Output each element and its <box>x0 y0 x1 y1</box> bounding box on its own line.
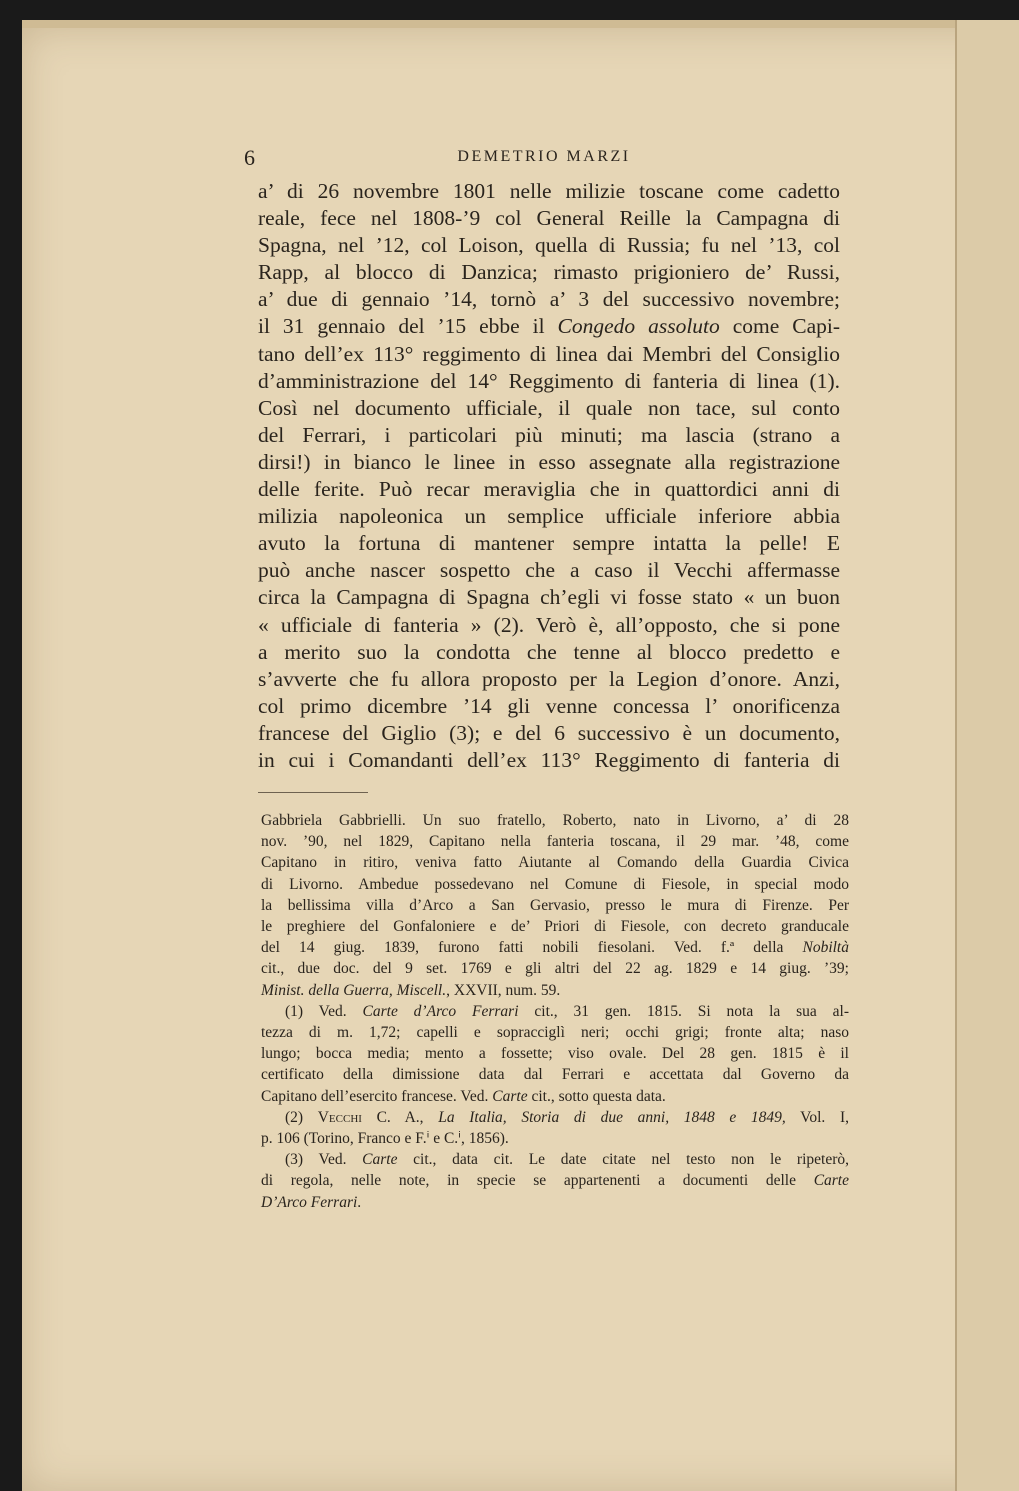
footnote-line: cit., due doc. del 9 set. 1769 e gli altri del 22 ag. 1829 e 14 giug. ’39; <box>261 960 849 978</box>
footnote-2 <box>261 1107 849 1128</box>
footnote-text-run: Capitano dell’esercito francese. Ved. <box>261 1087 493 1105</box>
body-line: a’ due di gennaio ’14, tornò a’ 3 del successivo novembre; <box>258 287 840 312</box>
footnote-text-run: cit., sotto questa data. <box>527 1087 666 1105</box>
footnote-3 <box>261 1149 849 1170</box>
author-name: Vecchi C. A., <box>317 1108 424 1126</box>
footnote-text-run: cit., 31 gen. 1815. Si nota la sua al- <box>518 1002 849 1020</box>
footnote-line <box>261 1192 849 1213</box>
footnote-line: di Livorno. Ambedue possedevano nel Comune di Fiesole, in special modo <box>261 875 849 893</box>
body-text-run: il 31 gennaio del ’15 ebbe il <box>258 314 558 339</box>
footnote-line: p. 106 (Torino, Franco e F.ⁱ e C.ⁱ, 1856). <box>261 1130 509 1148</box>
body-line: d’amministrazione del 14° Reggimento di fanteria di linea (1). <box>258 368 840 393</box>
footnote-text-run: di regola, nelle note, in specie se appartenenti a documenti delle <box>261 1172 814 1190</box>
body-text <box>258 178 840 774</box>
body-line: a’ di 26 novembre 1801 nelle milizie toscane come cadetto <box>258 179 840 203</box>
footnote-text-run: cit., data cit. Le date citate nel testo non le ripeterò, <box>397 1151 849 1169</box>
body-line: circa la Campagna di Spagna ch’egli vi fosse stato « un buon <box>258 585 840 610</box>
footnote-text-run: del 14 giug. 1839, furono fatti nobili fiesolani. Ved. f.ª della <box>261 939 803 957</box>
body-line: può anche nascer sospetto che a caso il Vecchi affermasse <box>258 558 840 583</box>
italic-title: Carte <box>492 1087 528 1105</box>
footnote-line <box>261 1170 849 1191</box>
footnote-line: Gabbriela Gabbrielli. Un suo fratello, Roberto, nato in Livorno, a’ di 28 <box>261 812 849 829</box>
footnote-line: la bellissima villa d’Arco a San Gervasio, presso le mura di Firenze. Per <box>261 896 849 914</box>
body-line: tano dell’ex 113° reggimento di linea dai Membri del Consiglio <box>258 341 840 366</box>
body-line: milizia napoleonica un semplice ufficiale inferiore abbia <box>258 504 840 529</box>
footnote-line: certificato della dimissione data dal Ferrari e accettata dal Governo da <box>261 1066 849 1084</box>
footnote-text-run: , XXVII, num. 59. <box>446 981 561 999</box>
next-page-edge <box>955 20 1019 1491</box>
italic-title: Congedo assoluto <box>557 314 720 339</box>
body-text-run: come Capi- <box>719 314 840 339</box>
footnote-line <box>261 980 849 1001</box>
body-line: reale, fece nel 1808-’9 col General Reille la Campagna di <box>258 206 840 231</box>
page-header <box>244 145 844 175</box>
italic-title: Nobiltà <box>802 939 849 957</box>
body-line: s’avverte che fu allora proposto per la Legion d’onore. Anzi, <box>258 666 840 691</box>
body-line: col primo dicembre ’14 gli venne concessa l’ onorificenza <box>258 693 840 718</box>
body-line: delle ferite. Può recar meraviglia che in quattordici anni di <box>258 477 840 502</box>
running-head: DEMETRIO MARZI <box>457 148 631 165</box>
footnote-line: le preghiere del Gonfaloniere e de’ Priori di Fiesole, con decreto granducale <box>261 918 849 936</box>
body-line: Spagna, nel ’12, col Loison, quella di Russia; fu nel ’13, col <box>258 233 840 258</box>
footnote-line <box>261 1086 849 1107</box>
footnote-line: Capitano in ritiro, veniva fatto Aiutante al Comando della Guardia Civica <box>261 854 849 872</box>
italic-title: Carte d’Arco Ferrari <box>362 1002 519 1020</box>
body-line: francese del Giglio (3); e del 6 successivo è un documento, <box>258 720 840 745</box>
body-line: dirsi!) in bianco le linee in esso assegnate alla registrazione <box>258 449 840 474</box>
body-line-with-italic <box>258 313 840 340</box>
italic-title: La Italia, Storia di due anni, 1848 e 1849, <box>438 1108 786 1126</box>
body-line: del Ferrari, i particolari più minuti; ma lascia (strano a <box>258 422 840 447</box>
footnotes <box>261 810 849 1213</box>
italic-title: D’Arco Ferrari <box>261 1193 358 1211</box>
italic-title: Carte <box>813 1172 849 1190</box>
footnote-line: tezza di m. 1,72; capelli e sopracciglì neri; occhi grigi; fronte alta; naso <box>261 1024 849 1042</box>
italic-title: Carte <box>362 1151 398 1169</box>
footnote-text-run: (3) Ved. <box>285 1151 363 1169</box>
footnote-text-run: (2) <box>285 1108 318 1126</box>
footnote-text-run: (1) Ved. <box>285 1002 363 1020</box>
footnote-line <box>261 937 849 958</box>
footnote-text-run: Vol. I, <box>785 1108 849 1126</box>
footnote-1 <box>261 1001 849 1022</box>
body-line: Così nel documento ufficiale, il quale non tace, sul conto <box>258 395 840 420</box>
italic-title: Minist. della Guerra, Miscell. <box>261 981 447 999</box>
footnote-separator <box>258 792 368 793</box>
body-line: avuto la fortuna di mantener sempre intatta la pelle! E <box>258 531 840 556</box>
page-number: 6 <box>244 145 255 170</box>
body-line: Rapp, al blocco di Danzica; rimasto prigioniero de’ Russi, <box>258 260 840 285</box>
body-line: « ufficiale di fanteria » (2). Verò è, all’opposto, che si pone <box>258 612 840 637</box>
body-line: a merito suo la condotta che tenne al blocco predetto e <box>258 639 840 664</box>
body-line: in cui i Comandanti dell’ex 113° Reggimento di fanteria di <box>258 747 840 772</box>
footnote-text-run: . <box>357 1193 362 1211</box>
footnote-line: lungo; bocca media; mento a fossette; viso ovale. Del 28 gen. 1815 è il <box>261 1045 849 1063</box>
footnote-line: nov. ’90, nel 1829, Capitano nella fanteria toscana, il 29 mar. ’48, come <box>261 833 849 851</box>
